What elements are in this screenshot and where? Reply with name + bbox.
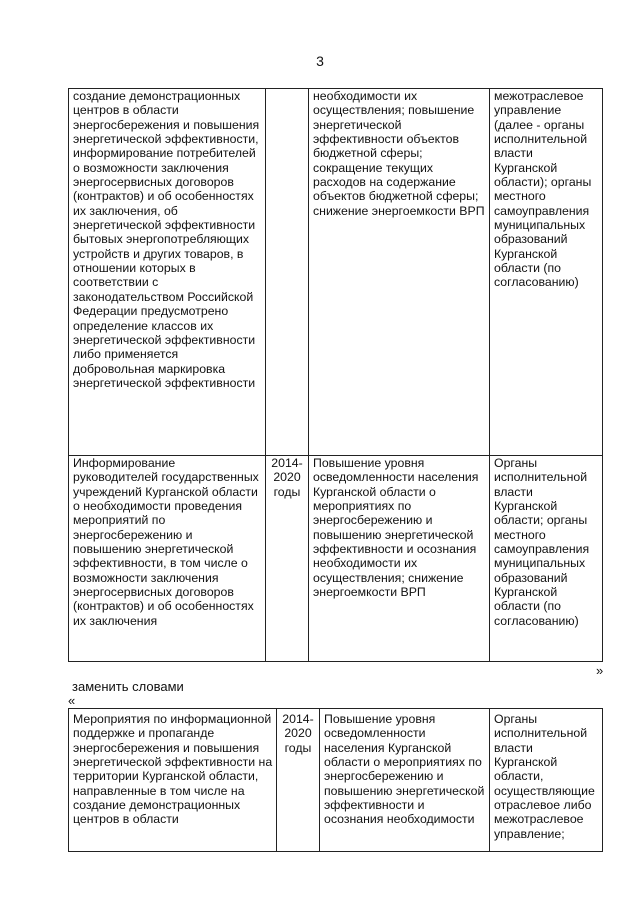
period-cell — [266, 89, 309, 456]
table-row — [69, 89, 603, 456]
executor-cell: межотраслевое управление (далее - органы исполнительной власти Курганской области); органы местного самоуправления муниципальных образований Курганской области (по согласованию) — [490, 89, 603, 456]
closing-quote: » — [596, 663, 604, 678]
executor-cell: Органы исполнительной власти Курганской области, осуществляющие отраслевое либо межотраслевое управление; — [490, 709, 603, 852]
measures-table-old — [68, 88, 603, 662]
result-cell: Повышение уровня осведомленности населения Курганской области о мероприятиях по энергосбережению и повышению энергетической эффективности и осознания необходимости их осуществления; снижение энергоемкости ВРП — [309, 456, 490, 662]
replace-instruction: заменить словами — [72, 679, 184, 694]
activity-cell: создание демонстрационных центров в области энергосбережения и повышения энергетической эффективности, информирование потребителей о возможности заключения энергосервисных договоров (контрактов) и об особенностях их заключения, об энергетической эффективности бытовых энергопотребляющих устройств и других товаров, в отношении которых в соответствии с законодательством Российской Федерации предусмотрено определение классов их энергетической эффективности либо применяется добровольная маркировка энергетической эффективности — [69, 89, 266, 456]
measures-table-new — [68, 708, 603, 852]
result-cell: необходимости их осуществления; повышение энергетической эффективности объектов бюджетной сферы; сокращение текущих расходов на содержание объектов бюджетной сферы; снижение энергоемкости ВРП — [309, 89, 490, 456]
table-row — [69, 709, 603, 852]
opening-quote: « — [68, 693, 76, 708]
executor-cell: Органы исполнительной власти Курганской области; органы местного самоуправления муниципальных образований Курганской области (по согласованию) — [490, 456, 603, 662]
page-number: 3 — [316, 53, 324, 69]
activity-cell: Информирование руководителей государственных учреждений Курганской области о необходимости проведения мероприятий по энергосбережению и повышению энергетической эффективности, в том числе о возможности заключения энергосервисных договоров (контрактов) и об особенностях их заключения — [69, 456, 266, 662]
table-row — [69, 456, 603, 662]
result-cell: Повышение уровня осведомленности населения Курганской области о мероприятиях по энергосбережению и повышению энергетической эффективности и осознания необходимости — [320, 709, 490, 852]
period-cell: 2014-2020 годы — [266, 456, 309, 662]
period-cell: 2014-2020 годы — [277, 709, 320, 852]
activity-cell: Мероприятия по информационной поддержке и пропаганде энергосбережения и повышения энергетической эффективности на территории Курганской области, направленные в том числе на создание демонстрационных центров в области — [69, 709, 277, 852]
